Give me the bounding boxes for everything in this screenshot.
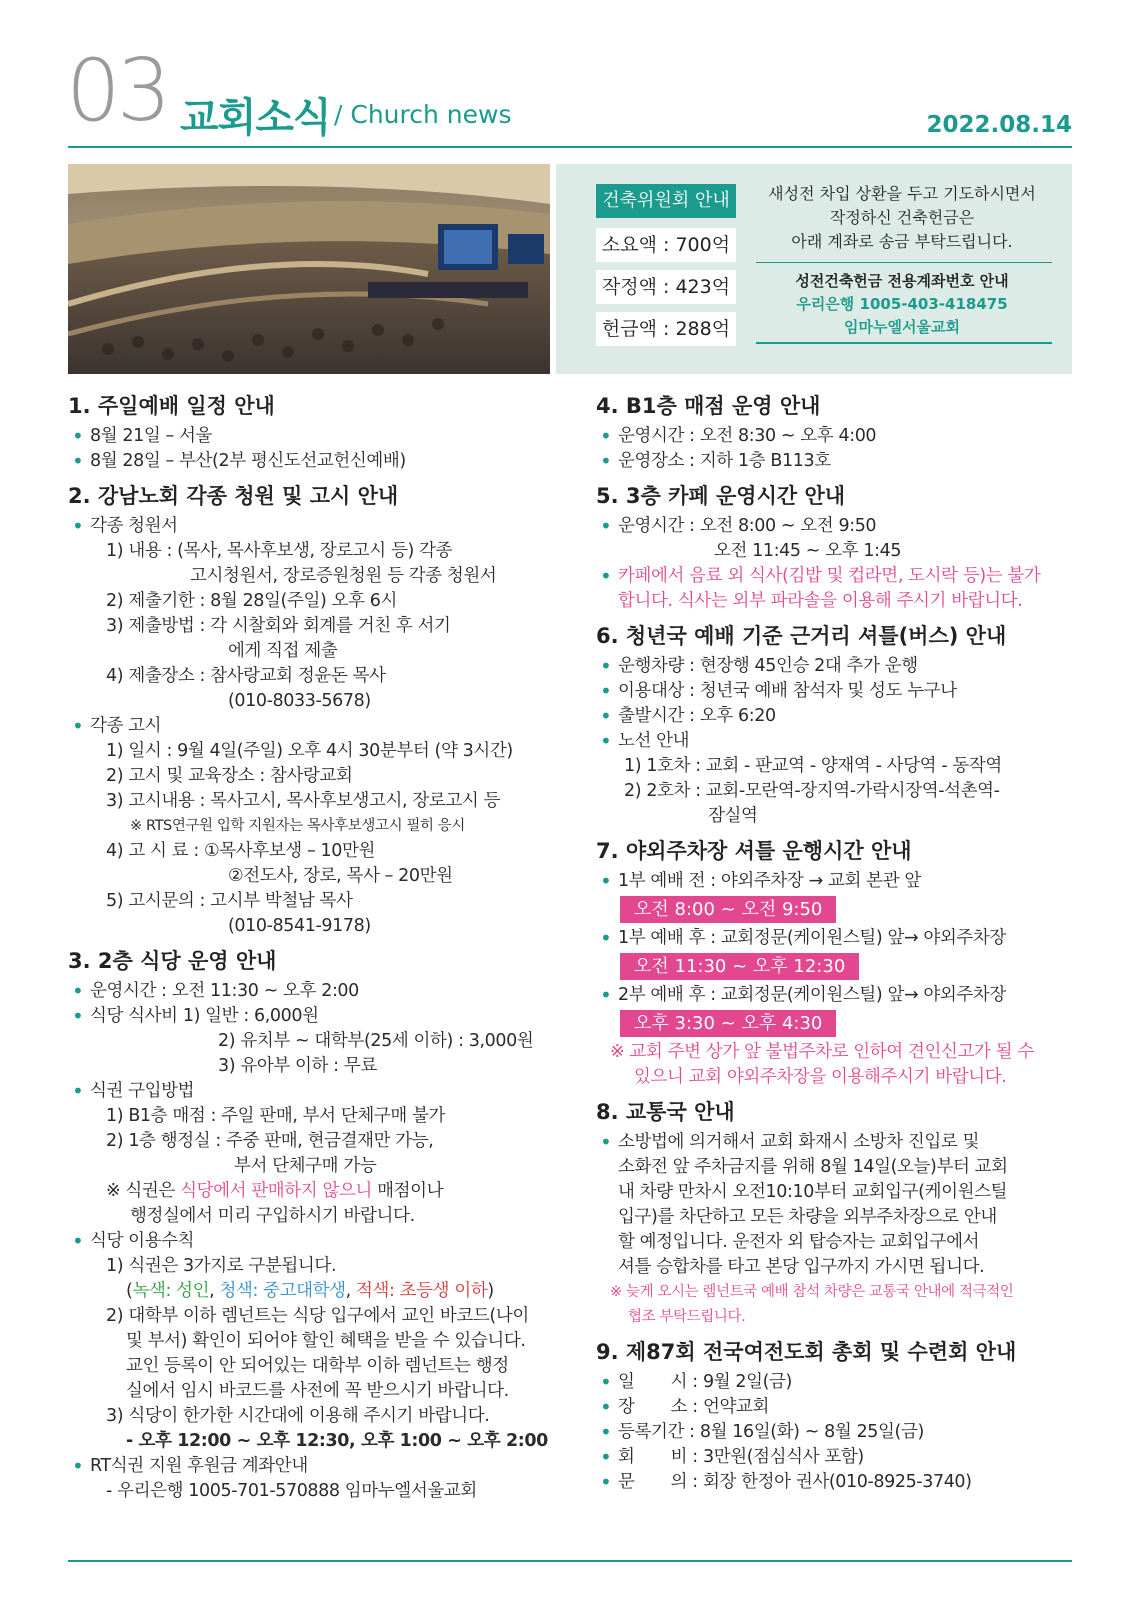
list-item: • 1부 예배 전 : 야외주차장 → 교회 본관 앞 xyxy=(596,869,1072,894)
list-item: 2) 제출기한 : 8월 28일(주일) 오후 6시 xyxy=(106,591,397,611)
list-item: 2) 유치부 ~ 대학부(25세 이하) : 3,000원 xyxy=(218,1031,534,1051)
time-badge-row xyxy=(596,894,1072,926)
left-column xyxy=(68,384,554,1504)
time-badge-row xyxy=(596,1008,1072,1040)
fund-pledged: 작정액 : 423억 xyxy=(596,270,736,304)
list-note: 협조 부탁드립니다. xyxy=(628,1309,746,1325)
list-note: ※ RTS연구원 입학 지원자는 목사후보생고시 필히 응시 xyxy=(130,818,466,834)
list-item: 2) 대학부 이하 렘넌트는 식당 입구에서 교인 바코드(나이 xyxy=(106,1306,529,1326)
list-item: • 운영시간 : 오전 11:30 ~ 오후 2:00 xyxy=(68,979,554,1004)
list-item: 에게 직접 제출 xyxy=(228,641,338,661)
section-title: 7. 야외주차장 셔틀 운행시간 안내 xyxy=(596,839,912,863)
list-item: ②전도사, 장로, 목사 – 20만원 xyxy=(228,866,453,886)
list-item: 교인 등록이 안 되어있는 대학부 이하 렘넌트는 행정 xyxy=(126,1356,509,1376)
list-item: 3) 고시내용 : 목사고시, 목사후보생고시, 장로고시 등 xyxy=(106,791,501,811)
section-title: 9. 제87회 전국여전도회 총회 및 수련회 안내 xyxy=(596,1340,1017,1364)
list-item: • 2부 예배 후 : 교회정문(케이원스틸) 앞→ 야외주차장 xyxy=(596,983,1072,1008)
divider xyxy=(756,262,1052,263)
list-note: ※ 교회 주변 상가 앞 불법주차로 인하여 견인신고가 될 수 xyxy=(610,1042,1034,1062)
list-item: • 운행차량 : 현장행 45인승 2대 추가 운행 xyxy=(596,654,1072,679)
list-item: • 8월 28일 – 부산(2부 평신도선교헌신예배) xyxy=(68,449,554,474)
list-note: ※ 늦게 오시는 렘넌트국 예배 참석 차량은 교통국 안내에 적극적인 xyxy=(610,1284,1014,1300)
list-item: 셔틀 승합차를 타고 본당 입구까지 가시면 됩니다. xyxy=(618,1257,985,1277)
list-item: • 8월 21일 – 서울 xyxy=(68,424,554,449)
list-item: • 등록기간 : 8월 16일(화) ~ 8월 25일(금) xyxy=(596,1420,1072,1445)
list-item: 오전 11:45 ~ 오후 1:45 xyxy=(714,541,902,561)
header-divider xyxy=(68,146,1072,148)
list-item: • 출발시간 : 오후 6:20 xyxy=(596,704,1072,729)
list-item: 내 차량 만차시 오전10:10부터 교회입구(케이원스틸 xyxy=(618,1182,1008,1202)
list-item: • RT식권 지원 후원금 계좌안내 xyxy=(68,1454,554,1479)
list-item: (010-8033-5678) xyxy=(228,691,371,711)
list-item: 잠실역 xyxy=(708,806,758,826)
list-item: • 카페에서 음료 외 식사(김밥 및 컵라면, 도시락 등)는 불가 xyxy=(596,564,1072,589)
list-item: 2) 고시 및 교육장소 : 참사랑교회 xyxy=(106,766,353,786)
list-item: 1) 내용 : (목사, 목사후보생, 장로고시 등) 각종 xyxy=(106,541,453,561)
page-subtitle: / Church news xyxy=(334,100,512,129)
section-number: 03 xyxy=(66,41,168,141)
list-item: 1) B1층 매점 : 주일 판매, 부서 단체구매 불가 xyxy=(106,1106,446,1126)
building-fund-panel xyxy=(556,164,1072,374)
list-item: • 노선 안내 xyxy=(596,729,1072,754)
list-item: • 각종 고시 xyxy=(68,714,554,739)
list-item: • 운영장소 : 지하 1층 B113호 xyxy=(596,449,1072,474)
page-title: 교회소식 xyxy=(180,95,331,141)
list-item: - 오후 12:00 ~ 오후 12:30, 오후 1:00 ~ 오후 2:00 xyxy=(126,1431,548,1451)
list-note: ※ 식권은 식당에서 판매하지 않으니 매점이나 xyxy=(106,1181,444,1201)
time-badge: 오후 3:30 ~ 오후 4:30 xyxy=(620,1010,836,1037)
fund-tag: 건축위원회 안내 xyxy=(596,184,736,218)
fund-offered: 헌금액 : 288억 xyxy=(596,312,736,346)
list-item: 3) 식당이 한가한 시간대에 이용해 주시기 바랍니다. xyxy=(106,1406,490,1426)
right-column xyxy=(596,384,1072,1495)
time-badge-row xyxy=(596,951,1072,983)
list-item: • 식권 구입방법 xyxy=(68,1079,554,1104)
list-item: • 각종 청원서 xyxy=(68,514,554,539)
list-item: • 소방법에 의거해서 교회 화재시 소방차 진입로 및 xyxy=(596,1130,1072,1155)
list-item: • 문 의 : 회장 한정아 권사(010-8925-3740) xyxy=(596,1470,1072,1495)
list-item: • 회 비 : 3만원(점심식사 포함) xyxy=(596,1445,1072,1470)
list-item: 부서 단체구매 가능 xyxy=(234,1156,377,1176)
list-item: • 일 시 : 9월 2일(금) xyxy=(596,1370,1072,1395)
list-item: • 1부 예배 후 : 교회정문(케이원스틸) 앞→ 야외주차장 xyxy=(596,926,1072,951)
section-title: 4. B1층 매점 운영 안내 xyxy=(596,394,821,418)
list-item: • 식당 식사비 1) 일반 : 6,000원 xyxy=(68,1004,554,1029)
time-badge: 오전 8:00 ~ 오전 9:50 xyxy=(620,896,836,923)
list-item: • 운영시간 : 오전 8:00 ~ 오전 9:50 xyxy=(596,514,1072,539)
section-title: 8. 교통국 안내 xyxy=(596,1100,735,1124)
divider xyxy=(756,342,1052,344)
list-item: 입구)를 차단하고 모든 차량을 외부주차장으로 안내 xyxy=(618,1207,997,1227)
list-item: 및 부서) 확인이 되어야 할인 혜택을 받을 수 있습니다. xyxy=(126,1331,526,1351)
list-item: 4) 제출장소 : 참사랑교회 정윤돈 목사 xyxy=(106,666,386,686)
list-item: • 운영시간 : 오전 8:30 ~ 오후 4:00 xyxy=(596,424,1072,449)
list-item: • 이용대상 : 청년국 예배 참석자 및 성도 누구나 xyxy=(596,679,1072,704)
list-item: 3) 유아부 이하 : 무료 xyxy=(218,1056,377,1076)
list-item: (010-8541-9178) xyxy=(228,916,371,936)
section-title: 2. 강남노회 각종 청원 및 고시 안내 xyxy=(68,484,399,508)
list-item: 3) 제출방법 : 각 시찰회와 회계를 거친 후 서기 xyxy=(106,616,451,636)
sanctuary-photo xyxy=(68,164,550,374)
section-title: 5. 3층 카페 운영시간 안내 xyxy=(596,484,846,508)
fund-required: 소요액 : 700억 xyxy=(596,228,736,262)
section-title: 6. 청년국 예배 기준 근거리 셔틀(버스) 안내 xyxy=(596,624,1007,648)
list-item: 5) 고시문의 : 고시부 박철남 목사 xyxy=(106,891,353,911)
section-title: 3. 2층 식당 운영 안내 xyxy=(68,949,277,973)
list-note: 있으니 교회 야외주차장을 이용해주시기 바랍니다. xyxy=(634,1067,1007,1087)
list-item: • 식당 이용수칙 xyxy=(68,1229,554,1254)
time-badge: 오전 11:30 ~ 오후 12:30 xyxy=(620,953,859,980)
footer-divider xyxy=(68,1560,1072,1562)
section-title: 1. 주일예배 일정 안내 xyxy=(68,394,275,418)
list-item: 합니다. 식사는 외부 파라솔을 이용해 주시기 바랍니다. xyxy=(618,591,1023,611)
list-item: 4) 고 시 료 : ①목사후보생 – 10만원 xyxy=(106,841,375,861)
fund-message: 새성전 차입 상환을 두고 기도하시면서 작정하신 건축헌금은 아래 계좌로 송금 부탁드립니다. xyxy=(768,184,1036,251)
list-item: 1) 식권은 3가지로 구분됩니다. xyxy=(106,1256,337,1276)
list-item: 2) 2호차 : 교회-모란역-장지역-가락시장역-석촌역- xyxy=(624,781,1000,801)
list-item: 실에서 임시 바코드를 사전에 꼭 받으시기 바랍니다. xyxy=(126,1381,509,1401)
fund-account: 성전건축헌금 전용계좌번호 안내 우리은행 1005-403-418475 임마누엘서울교회 xyxy=(795,272,1009,336)
list-item: 2) 1층 행정실 : 주중 판매, 현금결재만 가능, xyxy=(106,1131,434,1151)
list-item: 소화전 앞 주차금지를 위해 8월 14일(오늘)부터 교회 xyxy=(618,1157,1008,1177)
list-item: 할 예정입니다. 운전자 외 탑승자는 교회입구에서 xyxy=(618,1232,980,1252)
list-item: 1) 1호차 : 교회 - 판교역 - 양재역 - 사당역 - 동작역 xyxy=(624,756,1002,776)
list-item: • 장 소 : 언약교회 xyxy=(596,1395,1072,1420)
issue-date: 2022.08.14 xyxy=(926,112,1072,138)
list-item: 1) 일시 : 9월 4일(주일) 오후 4시 30분부터 (약 3시간) xyxy=(106,741,513,761)
list-note: 행정실에서 미리 구입하시기 바랍니다. xyxy=(130,1206,415,1226)
list-item: 고시청원서, 장로증원청원 등 각종 청원서 xyxy=(190,566,497,586)
ticket-colors: (녹색: 성인, 청색: 중고대학생, 적색: 초등생 이하) xyxy=(126,1281,494,1301)
list-item: - 우리은행 1005-701-570888 임마누엘서울교회 xyxy=(106,1481,477,1501)
